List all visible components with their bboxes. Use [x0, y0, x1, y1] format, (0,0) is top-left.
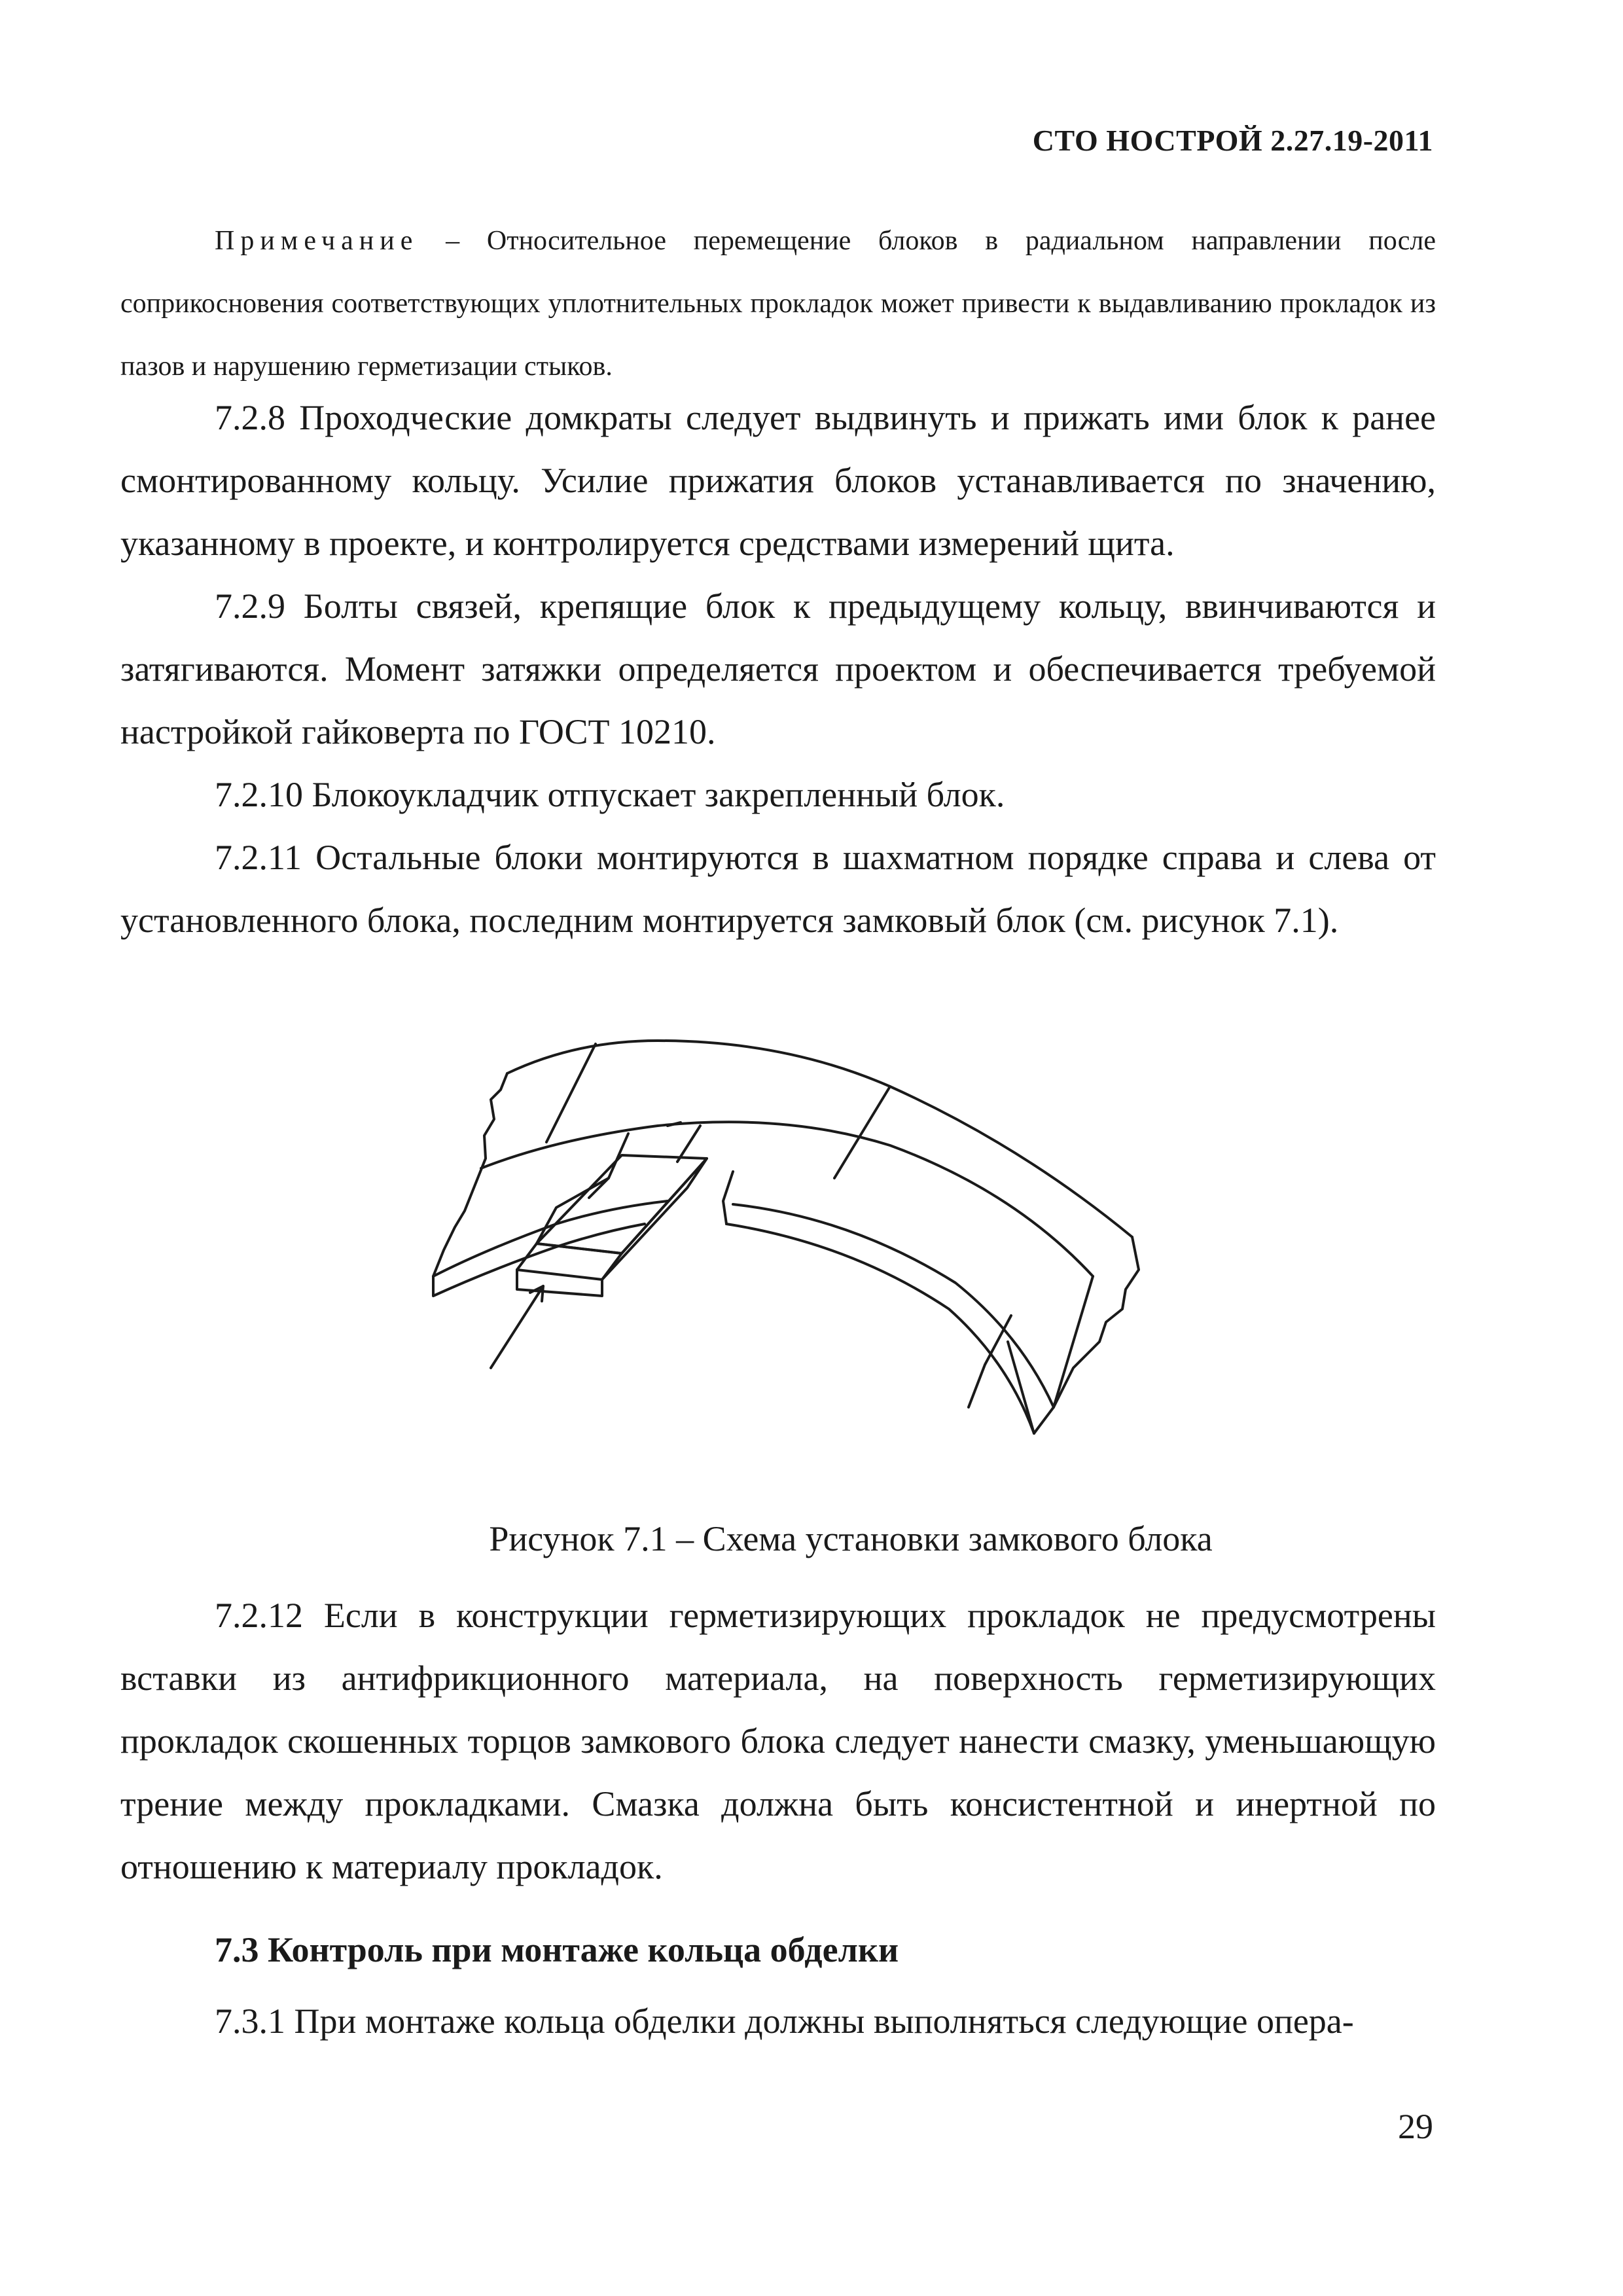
section-title-7-3: 7.3 Контроль при монтаже кольца обделки: [215, 1930, 899, 1969]
paragraph-7-2-10: 7.2.10 Блокоукладчик отпускает закрепленный блок.: [215, 775, 1005, 814]
key-slot-front-right: [723, 1172, 733, 1224]
figure-caption: Рисунок 7.1 – Схема установки замкового блока: [489, 1519, 1213, 1558]
ring-broken-end-right: [1054, 1237, 1139, 1407]
paragraph-7-2-12-container: [120, 1584, 1436, 1898]
paragraphs-7-2-8-to-7-2-11: [120, 386, 1436, 952]
joint-lower-right: [969, 1316, 1011, 1407]
page-number: 29: [1398, 2107, 1433, 2146]
paragraph-7-3-1-container: [120, 1990, 1436, 2053]
arrow-shaft: [491, 1286, 543, 1368]
ring-broken-end-left: [433, 1073, 507, 1276]
arrow-head: [530, 1286, 543, 1301]
paragraph-7-3-1: 7.3.1 При монтаже кольца обделки должны выполняться следующие опера-: [215, 2001, 1354, 2041]
joint-left: [546, 1044, 596, 1142]
note-text: – Относительное перемещение блоков в радиальном направлении после соприкосновения соответствующих уплотнительных прокладок может привести к выдавливанию прокладок из пазов и нарушению герметизации стыков.: [120, 226, 1436, 382]
ring-bottom-edge-right: [726, 1224, 1034, 1433]
paragraph-7-2-8: 7.2.8 Проходческие домкраты следует выдвинуть и прижать ими блок к ранее смонтированному кольцу. Усилие прижатия блоков устанавливается по значению, указанному в проекте, и контролируется средствами измерений щита.: [120, 398, 1436, 563]
figure-key-block-diagram: [393, 1028, 1178, 1479]
ring-front-edge-left: [433, 1201, 668, 1276]
key-block-side: [602, 1158, 707, 1280]
note-paragraph: [120, 209, 1436, 398]
note-label: Примечание: [215, 226, 419, 256]
paragraph-7-2-9: 7.2.9 Болты связей, крепящие блок к предыдущему кольцу, ввинчиваются и затягиваются. Момент затяжки определяется проектом и обеспечивается требуемой настройкой гайковерта по ГОСТ 10210.: [120, 586, 1436, 751]
ring-outer-edge: [507, 1041, 1132, 1237]
paragraph-7-2-12: 7.2.12 Если в конструкции герметизирующих прокладок не предусмотрены вставки из антифрикционного материала, на поверхность герметизирующих прокладок скошенных торцов замкового блока следует нанести смазку, уменьшающую трение между прокладками. Смазка должна быть консистентной и инертной по отношению к материалу прокладок.: [120, 1596, 1436, 1886]
key-slot-left-wall: [589, 1134, 628, 1198]
document-code-header: СТО НОСТРОЙ 2.27.19-2011: [1032, 124, 1433, 157]
paragraph-7-2-11: 7.2.11 Остальные блоки монтируются в шахматном порядке справа и слева от установленного блока, последним монтируется замковый блок (см. рисунок 7.1).: [120, 838, 1436, 940]
